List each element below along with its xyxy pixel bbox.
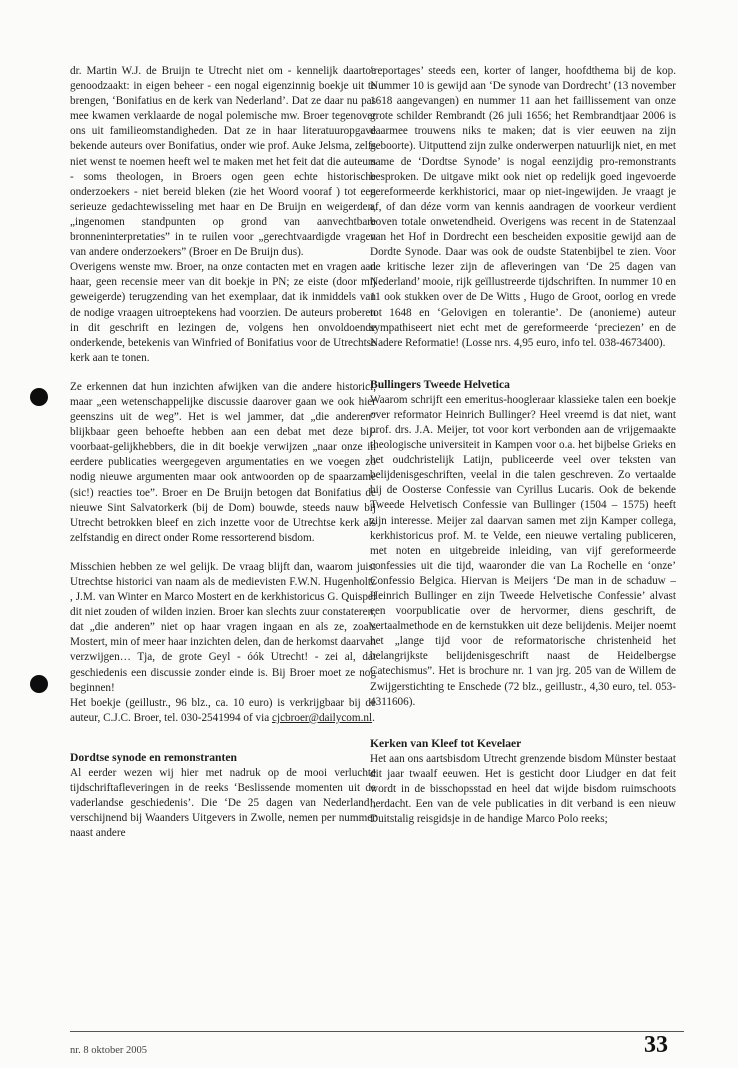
section-heading-kleef-kevelaer: Kerken van Kleef tot Kevelaer (370, 736, 522, 750)
paragraph: Misschien hebben ze wel gelijk. De vraag blijft dan, waarom juist Utrechtse historici van naam als de medievisten F.W.N. Hugenholtz , J.M. van Winter en Marco Mostert en de kerkhistoricus G. Quispel dit niet zouden of wilden inzien. Broer kan slechts zuur constateren, dat „die anderen” niet op haar vragen ingaan en als ze, zoals Mostert, min of meer haar inzichten delen, dan de herkomst daarvan verzwijgen… Tja, de grote Geyl - óók Utrecht! - zei al, dat geschiedenis een discussie zonder einde is. Bij Broer moet ze nog beginnen! (70, 560, 376, 694)
contact-end: . (372, 711, 375, 724)
paragraph: Overigens wenste mw. Broer, na onze contacten met en vragen aan haar, geen recensie meer van dit boekje in PN; ze eiste (door mij geweigerde) terugzending van het exemplaar, dat ik inmiddels van de nodige vraagen uitroeptekens had voorzien. De auteurs proberen in dit geschrift en lezingen de, volgens hen onvoldoende onderkende, betekenis van Winfried of Bonifatius voor de Utrechtse kerk aan te tonen. (70, 261, 376, 364)
page-number: 33 (644, 1032, 668, 1058)
section-heading-dordtse-synode: Dordtse synode en remonstranten (70, 750, 237, 764)
paragraph: Het aan ons aartsbisdom Utrecht grenzende bisdom Münster bestaat dit jaar twaalf eeuwen. Het is gesticht door Liudger en dat feit wordt in de bisschopsstad en heel dat wijde bisdom ruimschoots herdacht. Een van de vele publicaties in dit verband is een nieuw Duitstalig reisgidsje in de handige Marco Polo reeks; (370, 752, 676, 826)
footer-divider (70, 1031, 684, 1032)
left-column (70, 64, 376, 841)
paragraph: Ze erkennen dat hun inzichten afwijken van die andere historici, maar „een wetenschappelijke discussie daarover gaan we ook hier geenszins uit de weg”. Het is wel jammer, dat „die anderen” blijkbaar geen behoefte hebben aan een debat met deze bij-voorbaat-gelijkhebbers, die in dit boekje verwijzen „naar onze in eerdere publicaties weergegeven argumentaties en we voegen zo nodig nieuwe argumenten maar ook antwoorden op de spaarzame (sic!) reacties toe”. Broer en De Bruijn betogen dat Bonifatius de nieuwe Sint Salvatorkerk (bij de Dom) bouwde, steeds nauw bij Utrecht betrokken bleef en zich inzette voor de Utrechtse kerk als zelfstandig en direct onder Rome ressorterend bisdom. (70, 380, 376, 544)
paragraph: dr. Martin W.J. de Bruijn te Utrecht niet om - kennelijk daartoe genoodzaakt: in eigen beheer - een nogal eigenzinnig boekje uit te brengen, ‘Bonifatius en de kerk van Nederland’. Dat ze daar nu pas mee kwamen verklaarde de nogal polemische mw. Broer tegenover ons uit familieomstandigheden. Dat ze in haar literatuuropgave bekende auteurs over Bonifatius, onder wie prof. Auke Jelsma, zelfs niet wenst te noemen heeft wel te maken met het feit dat die auteurs - soms theologen, in Broers ogen geen echte historische onderzoekers - niet bereid bleken (zie het Woord vooraf ) tot een serieuze gedachtewisseling met haar en De Bruijn en weigerden, „ingenomen standpunten op grond van aanvechtbare bronneninterpretaties” in te ruilen voor „gerechtvaardigde vragen van andere onderzoekers” (Broer en De Bruijn dus). (70, 65, 376, 259)
binder-hole-icon (30, 675, 48, 693)
paragraph: ‘reportages’ steeds een, korter of langer, hoofdthema bij de kop. Nummer 10 is gewijd aan ‘De synode van Dordrecht’ (13 november 1618 aangevangen) en nummer 11 aan het faillissement van onze grote schilder Rembrandt (26 juli 1656; het Rembrandtjaar 2006 is daarmee trouwens niks te maken; dat is vier eeuwen na zijn geboorte). Uitputtend zijn zulke onderwerpen natuurlijk niet, en met name de ‘Dordtse Synode’ is nogal eenzijdig pro-remonstrants besproken. De uitgave mikt ook niet op redelijk goed ingevoerde gereformeerde kerkhistorici, maar op niet-ingewijden. Je vraagt je af, of dan déze vorm van kennis aandragen de voorkeur verdient boven totale onwetendheid. Overigens was recent in de Statenzaal van het Hof in Dordrecht een bescheiden expositie gewijd aan de Dordte Synode. Daar was ook de oudste Statenbijbel te zien. Voor de kritische lezer zijn de afleveringen van ‘De 25 dagen van Nederland’ mooie, rijk geïllustreerde tijdschriften. In nummer 10 en 11 ook stukken over de De Witts , Hugo de Groot, oorlog en vrede tot 1648 en ‘Gelovigen en tolerantie’. De (anonieme) auteur sympathiseert niet echt met de gereformeerde ‘preciezen’ en de Nadere Reformatie! (Losse nrs. 4,95 euro, info tel. 038-4673400). (370, 65, 676, 349)
paragraph: Al eerder wezen wij hier met nadruk op de mooi verluchte tijdschriftafleveringen in de reeks ‘Beslissende momenten uit de vaderlandse geschiedenis’. Die ‘De 25 dagen van Nederland’, verschijnend bij Waanders Uitgevers in Zwolle, nemen per nummer naast andere (70, 766, 376, 840)
binder-hole-icon (30, 388, 48, 406)
contact-text: Het boekje (geillustr., 96 blz., ca. 10 euro) is verkrijgbaar bij de auteur, C.J.C. Broer, tel. 030-2541994 of via (70, 696, 376, 724)
paragraph: Waarom schrijft een emeritus-hoogleraar klassieke talen een boekje over reformator Heinrich Bullinger? Heel vreemd is dat niet, want prof. drs. J.A. Meijer, tot voor kort verbonden aan de vrijgemaakte theologische universiteit in Kampen voor o.a. het bijbelse Grieks en het oudchristelijk Latijn, publiceerde veel over teksten van belijdenisgeschriften, veelal in die talen geschreven. Zo vertaalde hij de Oosterse Confessie van Cyrillus Lucaris. Ook de bekende Tweede Helvetisch Confessie van Bullinger (1504 – 1575) heeft zijn interesse. Meijer zal daarvan samen met zijn Kamper collega, kerkhistoricus prof. M. te Velde, een nieuwe vertaling publiceren, met noten en uitgebreide inleiding, van vijf gereformeerde confessies uit die tijd, waaronder die van La Rochelle en ‘onze’ Confessio Belgica. Hiervan is Meijers ‘De man in de schaduw – Heinrich Bullinger en zijn Tweede Helvetische Confessie’ alvast een voorpublicatie over de hervormer, diens geschrift, de vertaalmethode en de kernstukken uit deze belijdenis. Meijer noemt het „lange tijd voor de reformatorische christenheid het belangrijkste belijdenisgeschrift naast de Heidelbergse Catechismus”. Het is brochure nr. 1 van jrg. 205 van de Willem de Zwijgerstichting te Enschede (72 blz., geillustr., 4,30 euro, tel. 053-4311606). (370, 393, 676, 708)
section-heading-bullinger: Bullingers Tweede Helvetica (370, 377, 510, 391)
email-link[interactable]: cjcbroer@dailycom.nl (272, 711, 373, 724)
right-column (370, 64, 676, 827)
paragraph-contact (70, 696, 376, 726)
issue-label: nr. 8 oktober 2005 (70, 1045, 147, 1056)
